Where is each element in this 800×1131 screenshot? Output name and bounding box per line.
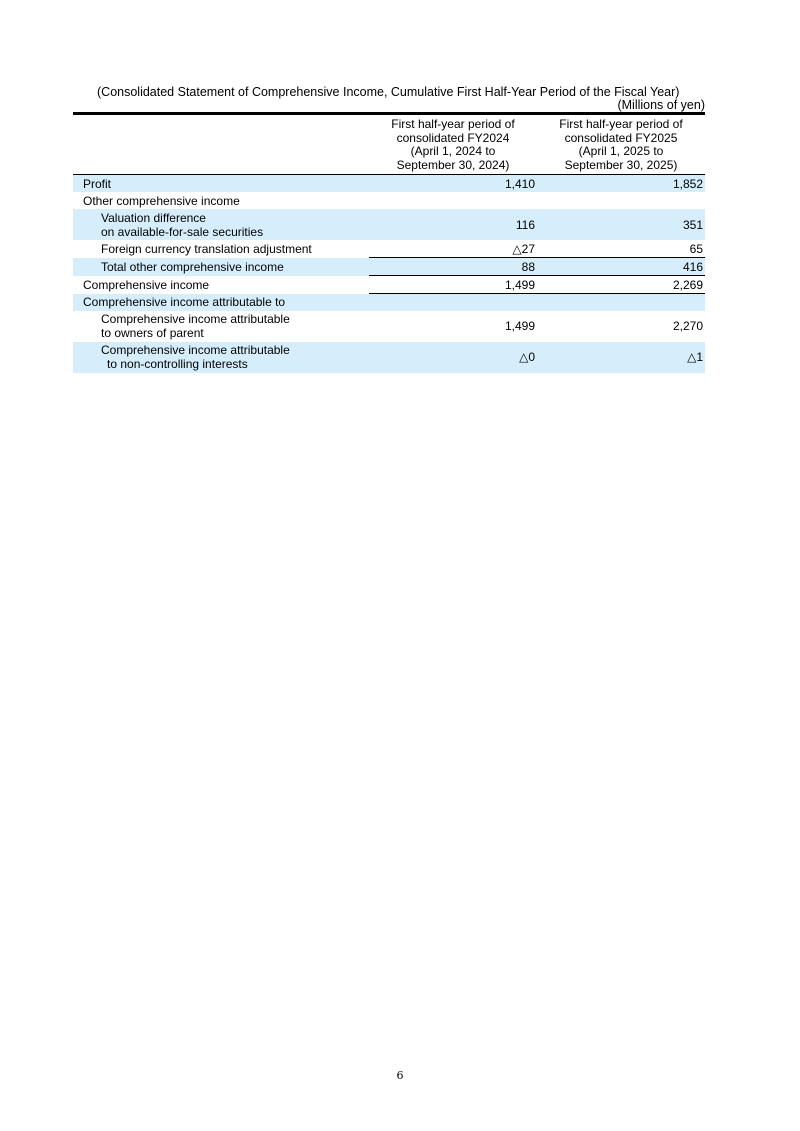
col2-line1: First half-year period of [559, 117, 683, 131]
column-header-fy2025 [537, 114, 705, 175]
value-profit-fy2025: 1,852 [537, 175, 705, 193]
header-blank [73, 114, 369, 175]
row-profit [73, 175, 705, 193]
label-non-controlling [73, 342, 369, 373]
row-attributable-to [73, 294, 705, 311]
col1-line3: (April 1, 2024 to [410, 144, 496, 158]
label-foreign-currency: Foreign currency translation adjustment [101, 241, 312, 256]
row-non-controlling [73, 342, 705, 373]
label-nci-line1: Comprehensive income attributable [101, 343, 290, 357]
row-valuation-difference [73, 209, 705, 240]
value-ci-fy2024: 1,499 [369, 276, 537, 294]
label-other-comprehensive-income: Other comprehensive income [83, 193, 240, 208]
value-ci-fy2025: 2,269 [537, 276, 705, 294]
label-nci-line2: to non-controlling interests [107, 357, 248, 371]
value-valuation-fy2025: 351 [537, 209, 705, 240]
column-header-fy2024 [369, 114, 537, 175]
row-total-oci [73, 258, 705, 276]
col1-line2: consolidated FY2024 [396, 130, 510, 145]
value-owners-fy2025: 2,270 [672, 319, 703, 333]
col1-line1: First half-year period of [391, 117, 515, 131]
label-owners-line2: to owners of parent [101, 326, 204, 340]
value-foreign-fy2024: △27 [369, 240, 537, 258]
value-nci-fy2025: △1 [537, 342, 705, 373]
col1-line4: September 30, 2024) [396, 157, 510, 172]
label-valuation-difference [73, 209, 369, 240]
row-other-comprehensive-income [73, 192, 705, 209]
row-comprehensive-income [73, 276, 705, 294]
header-row [73, 114, 705, 175]
unit-label: (Millions of yen) [617, 98, 705, 112]
comprehensive-income-table [73, 112, 705, 373]
value-valuation-fy2024: 116 [369, 209, 537, 240]
col2-line2: consolidated FY2025 [564, 130, 678, 145]
value-profit-fy2024: 1,410 [369, 175, 537, 193]
col2-line4: September 30, 2025) [564, 157, 678, 172]
label-comprehensive-income: Comprehensive income [83, 277, 210, 292]
page-number: 6 [396, 1069, 404, 1082]
label-valuation-line2: on available-for-sale securities [101, 224, 264, 239]
label-profit: Profit [73, 175, 369, 193]
value-total-oci-fy2024: 88 [369, 258, 537, 276]
value-foreign-fy2025: 65 [537, 240, 705, 258]
label-total-oci: Total other comprehensive income [73, 258, 369, 276]
row-foreign-currency [73, 240, 705, 258]
label-valuation-line1: Valuation difference [101, 210, 206, 225]
statement-title: (Consolidated Statement of Comprehensive Income, Cumulative First Half-Year Period of the Fiscal Year) [97, 85, 680, 99]
label-owners-of-parent [73, 311, 369, 342]
col2-line3: (April 1, 2025 to [578, 144, 664, 158]
row-owners-of-parent [73, 311, 705, 342]
label-owners-line1: Comprehensive income attributable [101, 312, 290, 326]
value-owners-fy2024: 1,499 [504, 319, 535, 333]
value-nci-fy2024: △0 [369, 342, 537, 373]
label-attributable-to: Comprehensive income attributable to [73, 294, 369, 311]
value-total-oci-fy2025: 416 [537, 258, 705, 276]
